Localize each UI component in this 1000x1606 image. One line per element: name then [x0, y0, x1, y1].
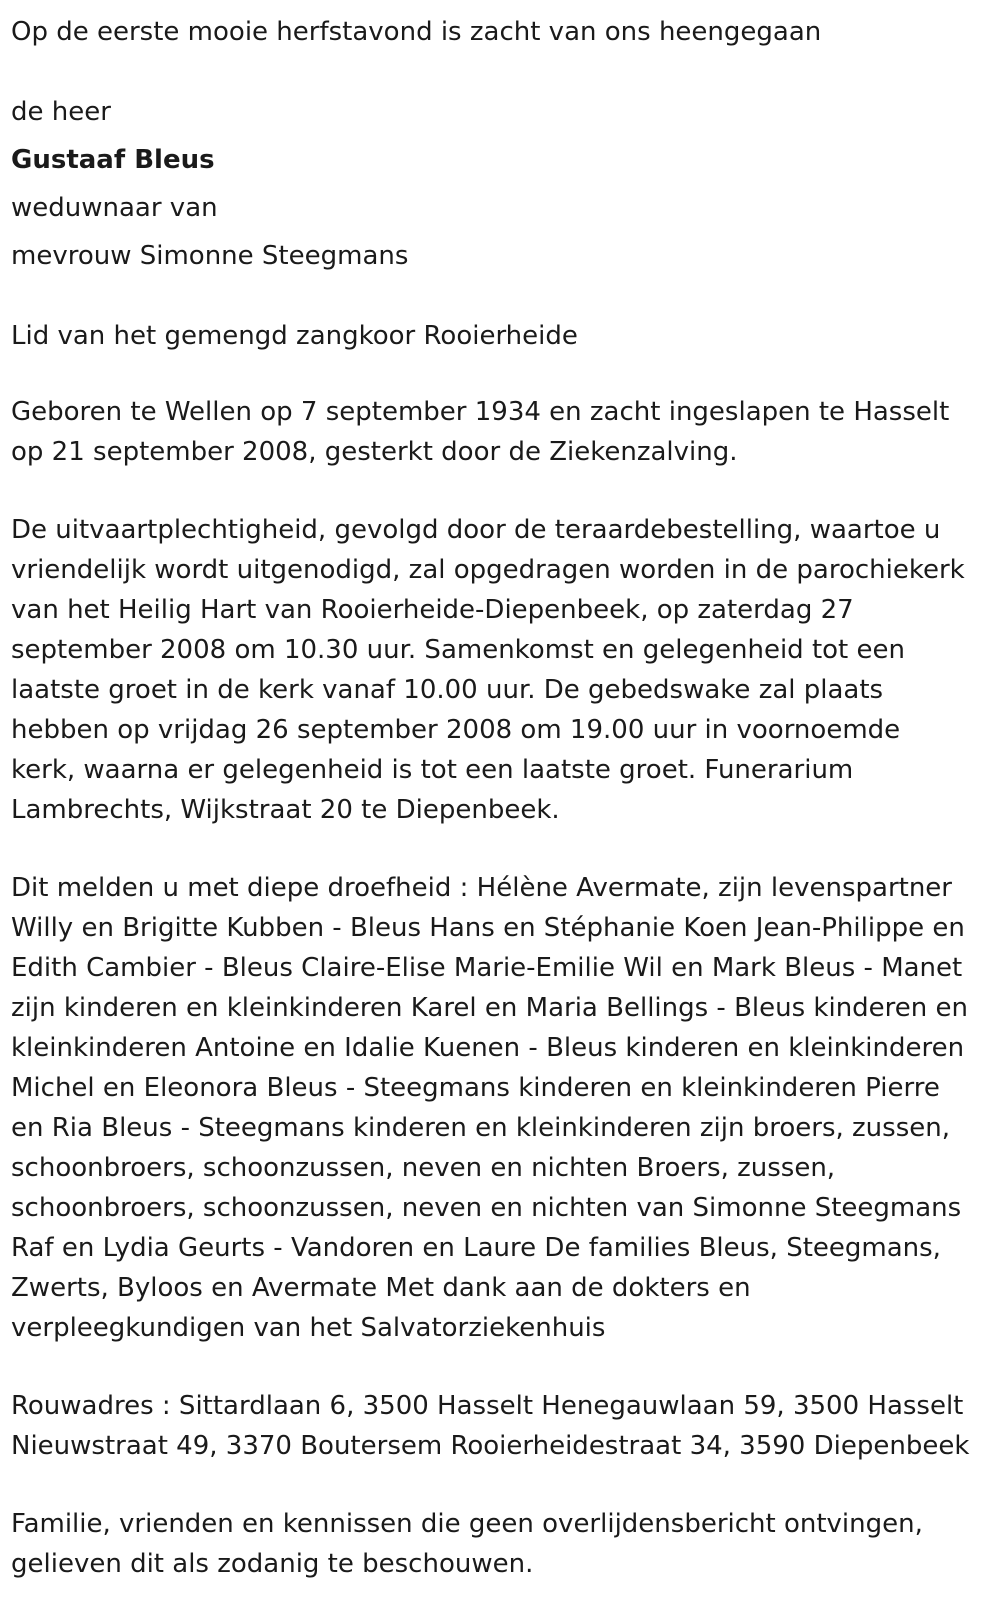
- family-line: Zwerts, Byloos en Avermate Met dank aan de dokters en: [11, 1273, 751, 1303]
- spouse-line: mevrouw Simonne Steegmans: [11, 241, 409, 271]
- family-line: zijn kinderen en kleinkinderen Karel en Maria Bellings - Bleus kinderen en: [11, 993, 969, 1023]
- family-line: en Ria Bleus - Steegmans kinderen en kleinkinderen zijn broers, zussen,: [11, 1113, 950, 1143]
- funeral-line: De uitvaartplechtigheid, gevolgd door de teraardebestelling, waartoe u: [11, 515, 941, 545]
- intro-line: Op de eerste mooie herfstavond is zacht van ons heengegaan: [11, 17, 822, 47]
- family-line: Dit melden u met diepe droefheid : Hélène Avermate, zijn levenspartner: [11, 873, 952, 903]
- deceased-name: Gustaaf Bleus: [11, 145, 215, 175]
- address-paragraph: [11, 1386, 988, 1466]
- funeral-line: kerk, waarna er gelegenheid is tot een laatste groet. Funerarium: [11, 755, 854, 785]
- funeral-line: van het Heilig Hart van Rooierheide-Diepenbeek, op zaterdag 27: [11, 595, 854, 625]
- birth-death-line: Geboren te Wellen op 7 september 1934 en zacht ingeslapen te Hasselt: [11, 397, 950, 427]
- family-line: Michel en Eleonora Bleus - Steegmans kinderen en kleinkinderen Pierre: [11, 1073, 940, 1103]
- closing-line: gelieven dit als zodanig te beschouwen.: [11, 1549, 534, 1579]
- family-line: schoonbroers, schoonzussen, neven en nichten Broers, zussen,: [11, 1153, 836, 1183]
- title-prefix: de heer: [11, 97, 111, 127]
- address-line: Rouwadres : Sittardlaan 6, 3500 Hasselt Henegauwlaan 59, 3500 Hasselt: [11, 1391, 964, 1421]
- closing-line: Familie, vrienden en kennissen die geen overlijdensbericht ontvingen,: [11, 1509, 923, 1539]
- family-line: kleinkinderen Antoine en Idalie Kuenen - Bleus kinderen en kleinkinderen: [11, 1033, 965, 1063]
- funeral-line: Lambrechts, Wijkstraat 20 te Diepenbeek.: [11, 795, 560, 825]
- membership-line: Lid van het gemengd zangkoor Rooierheide: [11, 321, 578, 351]
- funeral-line: laatste groet in de kerk vanaf 10.00 uur. De gebedswake zal plaats: [11, 675, 884, 705]
- closing-paragraph: [11, 1504, 988, 1584]
- funeral-paragraph: [11, 510, 988, 830]
- family-line: Willy en Brigitte Kubben - Bleus Hans en Stéphanie Koen Jean-Philippe en: [11, 913, 965, 943]
- family-line: verpleegkundigen van het Salvatorziekenhuis: [11, 1313, 606, 1343]
- relation-line: weduwnaar van: [11, 193, 218, 223]
- funeral-line: september 2008 om 10.30 uur. Samenkomst en gelegenheid tot een: [11, 635, 905, 665]
- family-paragraph: [11, 868, 988, 1348]
- family-line: Edith Cambier - Bleus Claire-Elise Marie-Emilie Wil en Mark Bleus - Manet: [11, 953, 963, 983]
- funeral-line: vriendelijk wordt uitgenodigd, zal opgedragen worden in de parochiekerk: [11, 555, 965, 585]
- birth-death-line: op 21 september 2008, gesterkt door de Ziekenzalving.: [11, 437, 738, 467]
- family-line: Raf en Lydia Geurts - Vandoren en Laure De families Bleus, Steegmans,: [11, 1233, 941, 1263]
- birth-death-paragraph: [11, 392, 988, 472]
- funeral-line: hebben op vrijdag 26 september 2008 om 19.00 uur in voornoemde: [11, 715, 901, 745]
- family-line: schoonbroers, schoonzussen, neven en nichten van Simonne Steegmans: [11, 1193, 962, 1223]
- address-line: Nieuwstraat 49, 3370 Boutersem Rooierheidestraat 34, 3590 Diepenbeek: [11, 1431, 970, 1461]
